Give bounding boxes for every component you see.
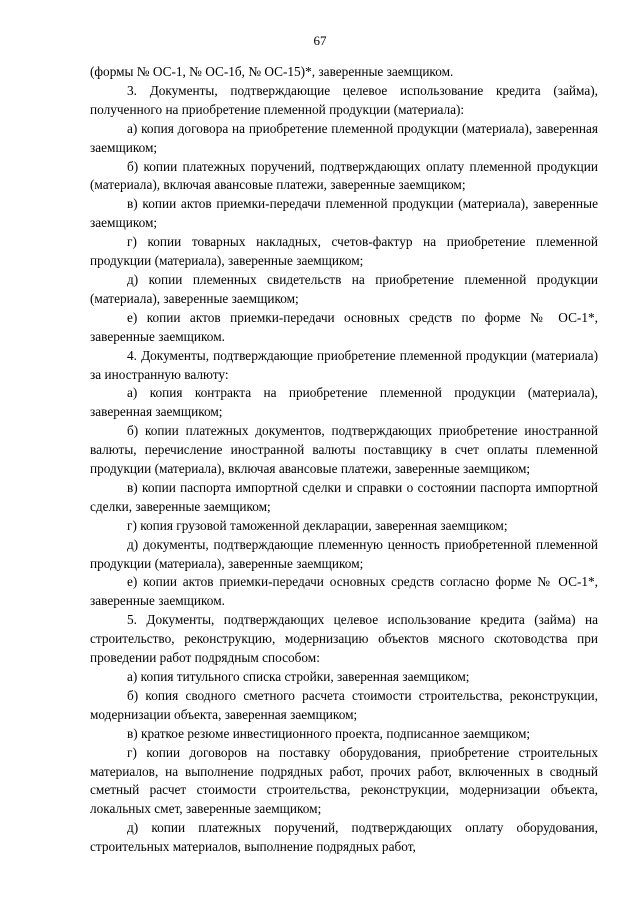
paragraph: в) краткое резюме инвестиционного проекта, подписанное заемщиком; (127, 725, 531, 741)
paragraph: в) копии паспорта импортной сделки и справки о состоянии паспорта импортной сделки, заверенные заемщиком; (90, 479, 598, 514)
paragraph: б) копии платежных поручений, подтверждающих оплату племенной продукции (материала), включая авансовые платежи, заверенные заемщиком; (90, 158, 598, 193)
paragraph: 4. Документы, подтверждающие приобретение племенной продукции (материала) за иностранную валюту: (90, 347, 598, 382)
paragraph: е) копии актов приемки-передачи основных средств по форме № ОС-1*, заверенные заемщиком. (90, 309, 598, 344)
paragraph: а) копия титульного списка стройки, заверенная заемщиком; (127, 669, 470, 684)
paragraph: б) копии платежных документов, подтверждающих приобретение иностранной валюты, перечисление иностранной валюты поставщику в счет оплаты племенной продукции (материала), включая авансовые платежи, заверенные заемщиком; (90, 423, 598, 477)
document-body (90, 63, 598, 857)
paragraph: 3. Документы, подтверждающие целевое использование кредита (займа), полученного на приобретение племенной продукции (материала): (90, 82, 598, 117)
paragraph: г) копии товарных накладных, счетов-фактур на приобретение племенной продукции (материала), заверенные заемщиком; (90, 234, 598, 269)
paragraph: д) копии платежных поручений, подтверждающих оплату оборудования, строительных материалов, выполнение подрядных работ, (90, 820, 598, 855)
paragraph: б) копия сводного сметного расчета стоимости строительства, реконструкции, модернизации объекта, заверенная заемщиком; (90, 687, 598, 722)
page-number: 67 (313, 33, 327, 48)
paragraph: е) копии актов приемки-передачи основных средств согласно форме № ОС-1*, заверенные заемщиком. (90, 574, 598, 609)
paragraph: в) копии актов приемки-передачи племенной продукции (материала), заверенные заемщиком; (90, 196, 598, 231)
paragraph: а) копия договора на приобретение племенной продукции (материала), заверенная заемщиком; (90, 120, 598, 155)
paragraph: г) копия грузовой таможенной декларации, заверенная заемщиком; (127, 517, 508, 533)
paragraph: д) копии племенных свидетельств на приобретение племенной продукции (материала), заверенные заемщиком; (90, 271, 598, 306)
paragraph: г) копии договоров на поставку оборудования, приобретение строительных материалов, на выполнение подрядных работ, прочих работ, включенных в сводный сметный расчет стоимости строительства, реконструкции, модернизации объекта, локальных смет, заверенные заемщиком; (90, 744, 598, 817)
paragraph: (формы № ОС-1, № ОС-1б, № ОС-15)*, заверенные заемщиком. (90, 64, 454, 79)
paragraph: д) документы, подтверждающие племенную ценность приобретенной племенной продукции (материала), заверенные заемщиком; (90, 536, 598, 571)
paragraph: а) копия контракта на приобретение племенной продукции (материала), заверенная заемщиком; (90, 385, 598, 420)
paragraph: 5. Документы, подтверждающих целевое использование кредита (займа) на строительство, реконструкцию, модернизацию объектов мясного скотоводства при проведении работ подрядным способом: (90, 612, 598, 666)
